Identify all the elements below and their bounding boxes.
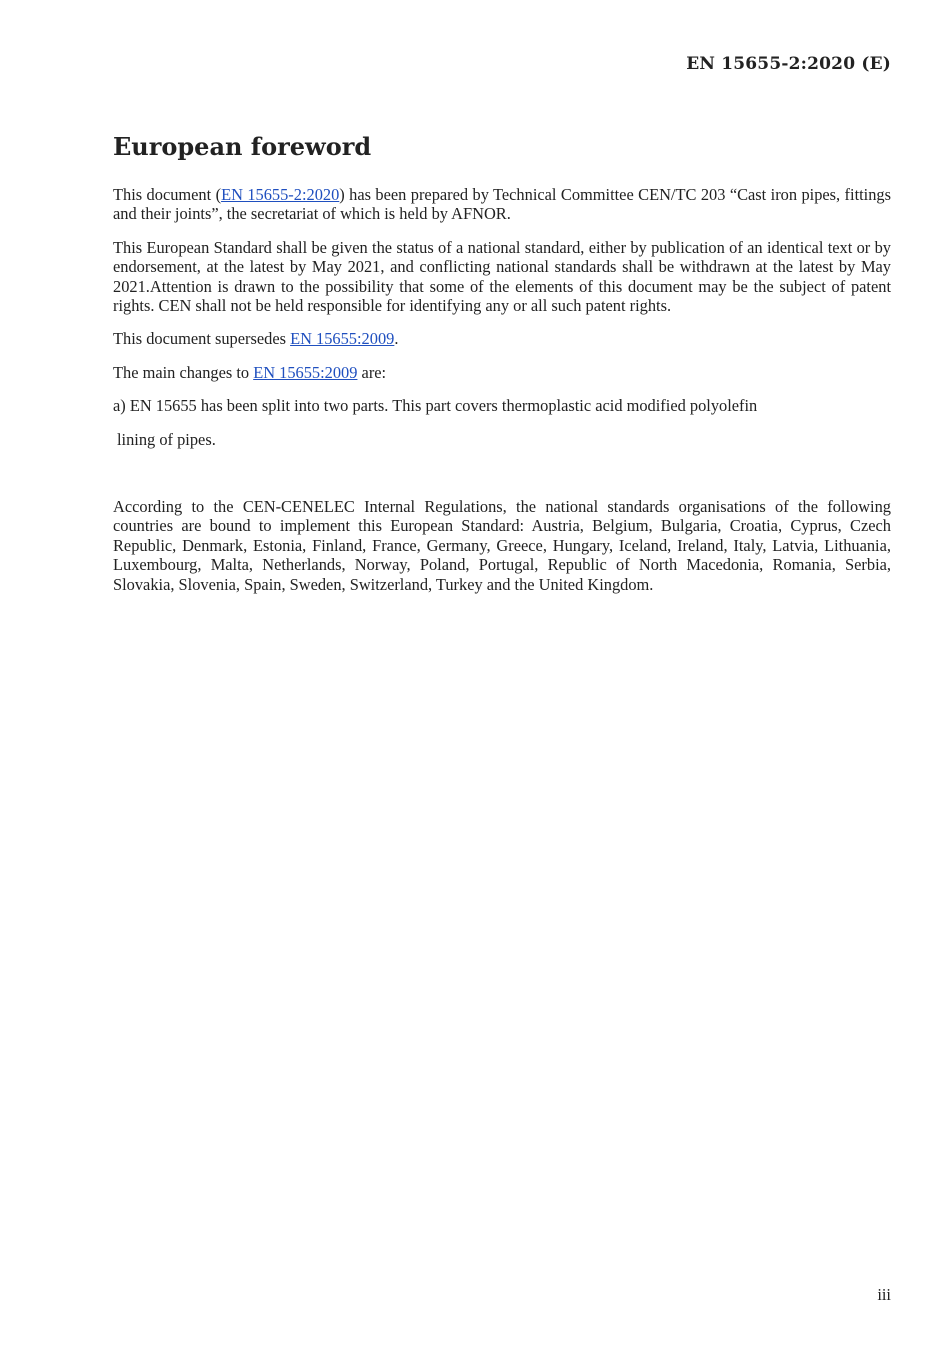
page-title: European foreword xyxy=(113,132,372,161)
paragraph-prepared-by xyxy=(113,185,891,224)
standard-link-en-15655-2-2020[interactable]: EN 15655-2:2020 xyxy=(221,185,340,204)
document-code-header: EN 15655-2:2020 (E) xyxy=(686,54,891,74)
paragraph-text: ) has been prepared by Technical Committee CEN/TC 203 “Cast iron pipes, fittings and their joints”, the secretariat of which is held by AFNOR. xyxy=(113,185,891,224)
paragraph-cen-cenelec-regulations: According to the CEN-CENELEC Internal Regulations, the national standards organisations of the following countries are bound to implement this European Standard: Austria, Belgium, Bulgaria, Croatia, Cyprus, Czech Republic, Denmark, Estonia, Finland, France, Germany, Greece, Hungary, Iceland, Ireland, Italy, Latvia, Lithuania, Luxembourg, Malta, Netherlands, Norway, Poland, Portugal, Republic of North Macedonia, Romania, Serbia, Slovakia, Slovenia, Spain, Sweden, Switzerland, Turkey and the United Kingdom. xyxy=(113,497,891,594)
standard-link-en-15655-2009-changes[interactable]: EN 15655:2009 xyxy=(253,362,358,382)
foreword-content xyxy=(113,130,891,608)
paragraph-text: are: xyxy=(357,362,387,382)
change-item-a-continuation: lining of pipes. xyxy=(117,429,216,449)
paragraph-main-changes xyxy=(113,363,891,382)
paragraph-text: . xyxy=(394,329,399,349)
paragraph-national-status: This European Standard shall be given the status of a national standard, either by publication of an identical text or by endorsement, at the latest by May 2021, and conflicting national standards shall be withdrawn at the latest by May 2021.Attention is drawn to the possibility that some of the elements of this document may be the subject of patent rights. CEN shall not be held responsible for identifying any or all such patent rights. xyxy=(113,237,891,316)
standard-link-en-15655-2009[interactable]: EN 15655:2009 xyxy=(290,329,395,349)
paragraph-text: This document ( xyxy=(113,185,222,204)
page-number: iii xyxy=(877,1285,891,1304)
change-item-a: a) EN 15655 has been split into two parts. This part covers thermoplastic acid modified polyolefin xyxy=(113,396,758,416)
paragraph-supersedes xyxy=(113,329,891,348)
paragraph-text: This document supersedes xyxy=(113,329,291,349)
paragraph-text: The main changes to xyxy=(113,362,254,382)
